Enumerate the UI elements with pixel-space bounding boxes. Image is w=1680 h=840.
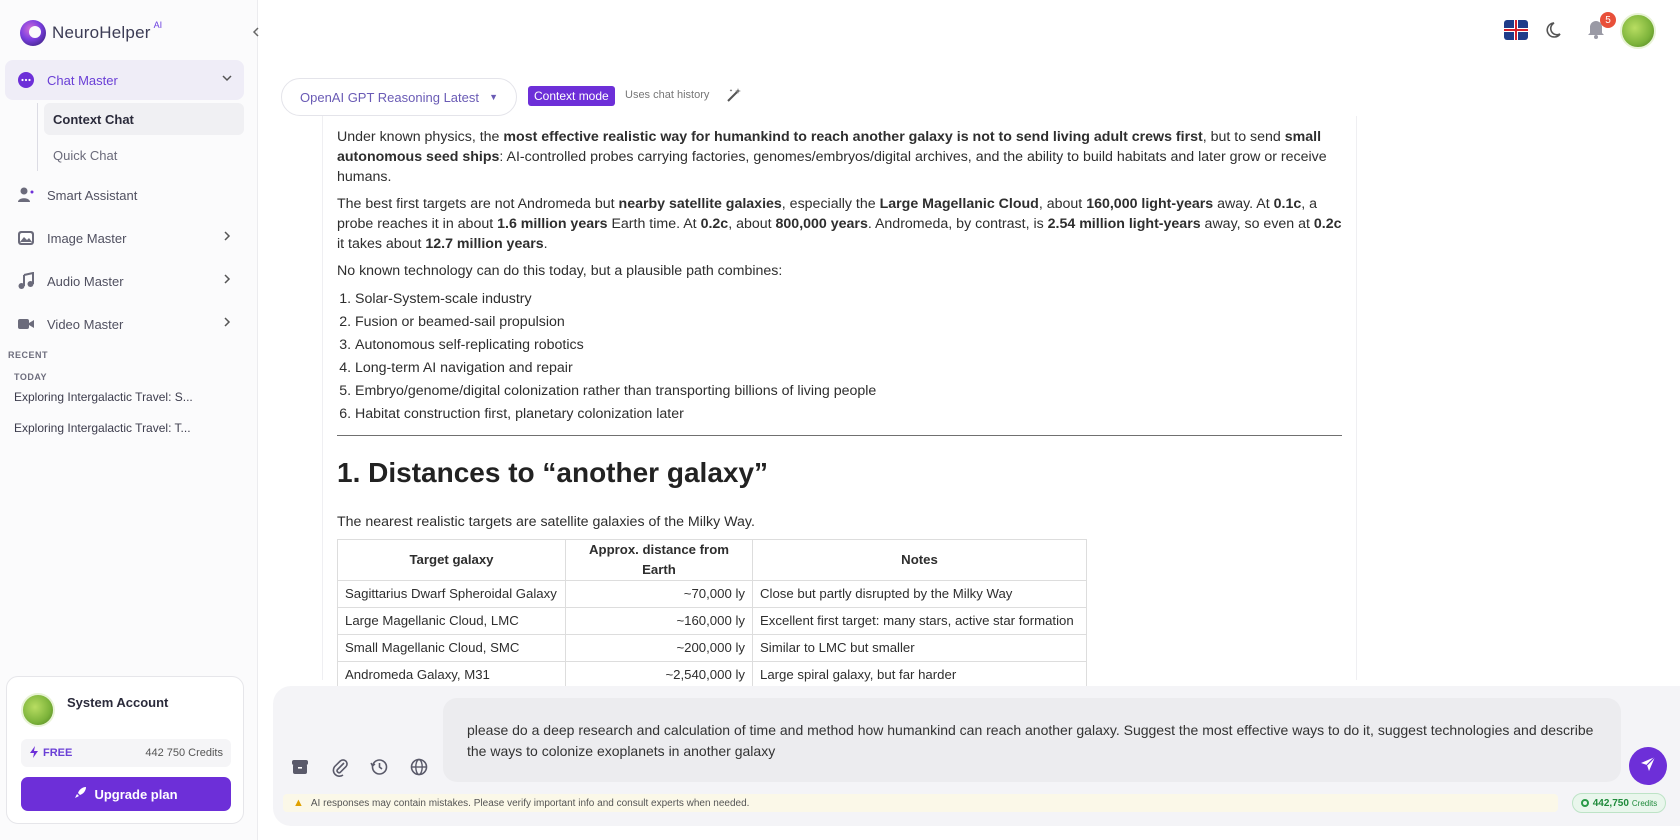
- paragraph: No known technology can do this today, but a plausible path combines:: [337, 263, 783, 279]
- recent-heading: RECENT: [8, 350, 49, 360]
- list-item: 3. Autonomous self-replicating robotics: [355, 334, 1342, 357]
- credits-pill: [1572, 793, 1666, 813]
- sidebar-item-label: Image Master: [47, 230, 127, 246]
- account-name: System Account: [67, 695, 169, 710]
- sidebar-item-audio-master[interactable]: [5, 261, 244, 301]
- paperclip-icon[interactable]: [330, 757, 350, 777]
- brand-name: NeuroHelper: [52, 23, 151, 42]
- plan-name: FREE: [43, 747, 73, 759]
- image-icon: [17, 229, 35, 247]
- sidebar-item-label: Video Master: [47, 316, 124, 332]
- list-item: 5. Embryo/genome/digital colonization rather than transporting billions of living people: [355, 380, 1342, 403]
- upgrade-label: Upgrade plan: [94, 786, 178, 802]
- chevron-right-icon: [222, 317, 232, 330]
- prompt-input[interactable]: please do a deep research and calculation of time and method how humankind can reach another galaxy. Suggest the most effective ways to do it, suggest technologies and describe the ways to colonize exoplanets in another galaxy: [443, 698, 1621, 782]
- caret-down-icon: ▼: [489, 92, 498, 102]
- sidebar-nav: [5, 60, 244, 347]
- sidebar-item-chat-master[interactable]: [5, 60, 244, 100]
- table-cell: ~200,000 ly: [566, 635, 753, 662]
- table-cell: Sagittarius Dwarf Spheroidal Galaxy: [338, 581, 566, 608]
- list-item: 6. Habitat construction first, planetary colonization later: [355, 403, 1342, 426]
- music-note-icon: [17, 272, 35, 290]
- table-row: [338, 635, 1087, 662]
- chat-master-submenu: [37, 103, 244, 171]
- table-cell: Andromeda Galaxy, M31: [338, 662, 566, 689]
- recent-chat-item[interactable]: Exploring Intergalactic Travel: S...: [14, 390, 193, 404]
- credits-coin-icon: [1581, 799, 1589, 807]
- paragraph: Under known physics, the most effective realistic way for humankind to reach another galaxy is not to send living adult crews first, but to send small autonomous seed ships: AI-controlled probes carrying factories, genomes/embryos/digital archives, and the ability to build habitats and later grow or receive humans.: [337, 129, 1327, 185]
- sidebar-item-label: Chat Master: [47, 72, 118, 88]
- globe-icon[interactable]: [409, 757, 429, 777]
- context-mode-badge[interactable]: Context mode: [528, 86, 615, 106]
- upgrade-plan-button[interactable]: [21, 777, 231, 811]
- list-item: 4. Long-term AI navigation and repair: [355, 357, 1342, 380]
- list-item: 2. Fusion or beamed-sail propulsion: [355, 311, 1342, 334]
- rocket-icon: [74, 786, 87, 802]
- brand-logo[interactable]: [20, 20, 162, 46]
- table-cell: Large Magellanic Cloud, LMC: [338, 608, 566, 635]
- table-cell: Similar to LMC but smaller: [753, 635, 1087, 662]
- chevron-right-icon: [222, 231, 232, 244]
- table-header: Approx. distance from Earth: [566, 540, 753, 581]
- chat-bubble-icon: [17, 71, 35, 89]
- lightning-icon: [29, 746, 39, 761]
- avatar[interactable]: [21, 693, 55, 727]
- section-heading: 1. Distances to “another galaxy”: [337, 457, 769, 488]
- sidebar-item-smart-assistant[interactable]: [5, 175, 244, 215]
- sidebar-subitem-quick-chat[interactable]: Quick Chat: [53, 147, 118, 163]
- table-cell: ~70,000 ly: [566, 581, 753, 608]
- model-name: OpenAI GPT Reasoning Latest: [300, 89, 479, 105]
- chevron-right-icon: [222, 274, 232, 287]
- credits-count: 442 750 Credits: [145, 747, 223, 759]
- plan-row: [21, 739, 231, 767]
- magic-wand-icon[interactable]: [726, 87, 742, 103]
- table-row: [338, 662, 1087, 689]
- collapse-sidebar-icon[interactable]: [252, 24, 260, 40]
- list-item: 1. Solar-System-scale industry: [355, 288, 1342, 311]
- table-cell: ~2,540,000 ly: [566, 662, 753, 689]
- language-flag-icon[interactable]: [1504, 20, 1528, 40]
- today-heading: TODAY: [14, 372, 48, 382]
- table-cell: ~160,000 ly: [566, 608, 753, 635]
- disclaimer-text: AI responses may contain mistakes. Please verify important info and consult experts when needed.: [310, 797, 750, 809]
- context-mode-note: Uses chat history: [625, 89, 710, 101]
- sidebar: [0, 0, 258, 840]
- model-select[interactable]: [281, 78, 517, 116]
- recent-chat-item[interactable]: Exploring Intergalactic Travel: T...: [14, 421, 191, 435]
- brand-sup: AI: [153, 20, 163, 30]
- table-cell: Large spiral galaxy, but far harder: [753, 662, 1087, 689]
- table-header: Notes: [753, 540, 1087, 581]
- send-button[interactable]: [1629, 747, 1667, 785]
- sidebar-item-video-master[interactable]: [5, 304, 244, 344]
- paragraph: The nearest realistic targets are satellite galaxies of the Milky Way.: [337, 514, 755, 530]
- history-clock-icon[interactable]: [369, 757, 389, 777]
- account-card: [6, 676, 244, 824]
- sidebar-subitem-context-chat[interactable]: Context Chat: [44, 103, 244, 135]
- video-camera-icon: [17, 315, 35, 333]
- dark-mode-moon-icon[interactable]: [1546, 20, 1566, 40]
- paragraph: The best first targets are not Andromeda but nearby satellite galaxies, especially the Large Magellanic Cloud, about 160,000 light-years away. At 0.1c, a probe reaches it in about 1.6 million years Earth time. At 0.2c, about 800,000 years. Andromeda, by contrast, is 2.54 million light-years away, so even at 0.2c it takes about 12.7 million years.: [337, 196, 1342, 252]
- table-row: [338, 608, 1087, 635]
- numbered-list: [355, 288, 1342, 426]
- credits-value: 442,750: [1592, 797, 1629, 809]
- archive-box-icon[interactable]: [290, 757, 310, 777]
- send-arrow-icon: [1639, 755, 1657, 778]
- sidebar-item-label: Audio Master: [47, 273, 124, 289]
- logo-icon: [20, 20, 46, 46]
- divider: [337, 435, 1342, 436]
- table-header-row: [338, 540, 1087, 581]
- chevron-down-icon: [222, 73, 232, 86]
- table-row: [338, 581, 1087, 608]
- table-cell: Excellent first target: many stars, active star formation: [753, 608, 1087, 635]
- table-header: Target galaxy: [338, 540, 566, 581]
- sidebar-item-image-master[interactable]: [5, 218, 244, 258]
- user-assistant-icon: [17, 186, 35, 204]
- sidebar-item-label: Smart Assistant: [47, 187, 138, 203]
- distance-table: [337, 539, 1087, 689]
- warning-icon: ▲: [293, 797, 304, 809]
- table-cell: Small Magellanic Cloud, SMC: [338, 635, 566, 662]
- credits-label: Credits: [1631, 798, 1658, 808]
- assistant-message: [337, 127, 1342, 718]
- notification-badge: 5: [1600, 12, 1616, 28]
- table-cell: Close but partly disrupted by the Milky Way: [753, 581, 1087, 608]
- user-avatar[interactable]: [1620, 13, 1656, 49]
- ai-disclaimer: [283, 794, 1558, 812]
